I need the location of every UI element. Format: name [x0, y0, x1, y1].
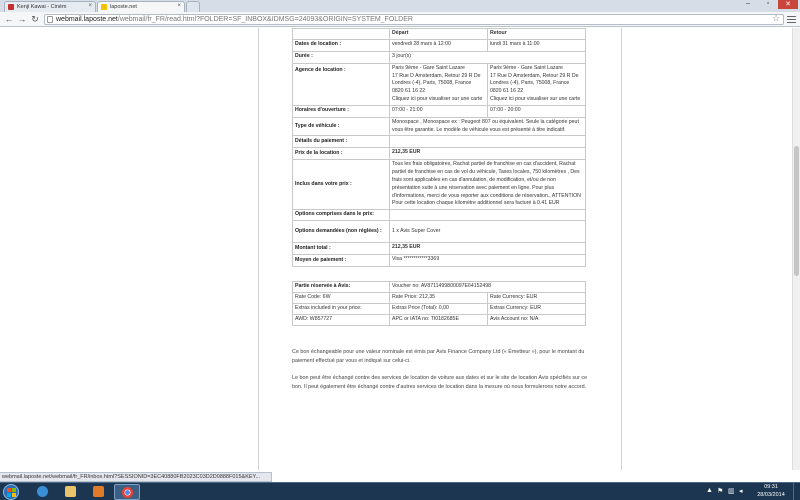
chrome-menu-icon[interactable]: [787, 14, 796, 24]
taskbar-chrome[interactable]: [114, 484, 140, 500]
reload-icon[interactable]: ↻: [31, 14, 39, 24]
paiement-header: Détails du paiement :: [293, 136, 390, 148]
avis-cell: Rate Price: 212,35: [390, 293, 488, 304]
browser-toolbar: [0, 12, 800, 27]
maximize-icon[interactable]: ▫: [766, 0, 770, 7]
horaires-label: Horaires d'ouverture :: [293, 105, 390, 117]
table-row: [293, 293, 586, 304]
montant-label: Montant total :: [293, 243, 390, 255]
minimize-icon[interactable]: –: [746, 0, 750, 7]
tray-expand-icon[interactable]: ▲: [706, 487, 713, 494]
clock-date: 28/03/2014: [757, 491, 785, 498]
duree-label: Durée :: [293, 51, 390, 63]
scrollbar-thumb[interactable]: [794, 146, 799, 276]
close-tab-icon[interactable]: ×: [177, 3, 181, 9]
show-desktop-button[interactable]: [793, 483, 800, 500]
taskbar-explorer[interactable]: [58, 484, 84, 500]
browser-tab-2-title: laposte.net: [110, 4, 137, 10]
agence-retour: [488, 63, 586, 105]
table-row: [293, 255, 586, 267]
vehicule-value: Monospace , Monospace ex : Peugeot 807 ou équivalent. Seule la catégorie peut vous être garantie. Le modèle de véhicule vous est présenté à titre indicatif.: [390, 117, 586, 136]
forward-arrow-icon[interactable]: →: [17, 14, 27, 24]
table-row: [293, 105, 586, 117]
table-row: [293, 136, 586, 148]
map-link-retour[interactable]: Cliquez ici pour visualiser sur une carte: [490, 95, 581, 102]
agence-depart-name: Paris 9ème - Gare Saint Lazare: [392, 64, 465, 71]
content-border-left: [258, 28, 259, 470]
avis-voucher: Voucher no: AV8711499800097E64152498: [390, 282, 586, 293]
agence-retour-address: 17 Rue D Amsterdam, Retour 29 R De Londres (-4), Paris, 75008, France: [490, 72, 579, 87]
reservation-table: [292, 28, 586, 267]
dates-depart: vendredi 28 mars à 12:00: [390, 39, 488, 51]
avis-cell: Rate Currency: EUR: [488, 293, 586, 304]
volume-icon[interactable]: ◂: [739, 488, 743, 495]
browser-tab-1[interactable]: [4, 1, 96, 12]
table-row: [293, 221, 586, 243]
taskbar: [0, 482, 800, 500]
avis-cell: AWD: W857727: [293, 315, 390, 326]
duree-value: 3 jour(s): [390, 51, 586, 63]
close-tab-icon[interactable]: ×: [88, 3, 92, 9]
page-icon: [47, 16, 53, 23]
table-row: [293, 51, 586, 63]
taskbar-media-player[interactable]: [86, 484, 112, 500]
browser-tab-2[interactable]: [97, 1, 185, 12]
network-icon[interactable]: ▥: [728, 488, 735, 495]
back-arrow-icon[interactable]: ←: [4, 14, 14, 24]
agence-retour-name: Paris 9ème - Gare Saint Lazare: [490, 64, 563, 71]
table-row: [293, 39, 586, 51]
avis-cell: APC or IATA no: TI0182685E: [390, 315, 488, 326]
content-border-right: [621, 28, 622, 470]
avis-cell: Rate Code: 6W: [293, 293, 390, 304]
table-row: [293, 304, 586, 315]
chrome-icon: [122, 487, 133, 498]
vertical-scrollbar[interactable]: [792, 28, 800, 470]
start-button[interactable]: [3, 484, 19, 500]
inclus-value: Tous les frais obligatoires, Rachat partiel de franchise en cas d'accident, Rachat partiel de franchise en cas de vol du véhicule, Taxes locales, 750 kilomètres , Des frais sont applicables en cas d'annulation, de modification, et/ou de non présentation suite à une réservation avec paiement en ligne. Pour plus d'informations, merci de vous reporter aux conditions de réservation., ATTENTION Pour cette location chaque kilomètre additionnel sera facturé à 0.41 EUR: [390, 160, 586, 210]
table-row: [293, 63, 586, 105]
system-clock[interactable]: [752, 484, 790, 499]
close-window-icon[interactable]: ✕: [778, 0, 798, 9]
dates-retour: lundi 31 mars à 11:00: [488, 39, 586, 51]
note-paragraph-2: Le bon peut être échangé contre des services de location de voiture aux dates et sur le site de location Avis spécifiés sur ce bon. Il peut également être échangé contre d'autres services de location dans la mesure où nous formulerons notre accord.: [292, 375, 588, 390]
avis-cell: Avis Account no: N/A: [488, 315, 586, 326]
options-demandees-value: 1 x Avis Super Cover: [390, 221, 586, 243]
options-demandees-label: Options demandées (non réglées) :: [293, 221, 390, 243]
montant-value: 212,35 EUR: [390, 243, 586, 255]
agence-depart-address: 17 Rue D Amsterdam, Retour 29 R De Londres (-4), Paris, 75008, France: [392, 72, 481, 87]
inclus-label: Inclus dans votre prix :: [293, 160, 390, 210]
status-bubble: webmail.laposte.net/webmail/fr_FR/inbox.html?SESSIONID=3EC40880FB2023C03D2D0888F015&KEY...: [0, 472, 272, 482]
col-header-retour: Retour: [488, 29, 586, 40]
flag-icon[interactable]: ⚑: [717, 488, 724, 495]
internet-explorer-icon: [37, 486, 48, 497]
avis-cell: Extras included in your price:: [293, 304, 390, 315]
col-header-depart: Départ: [390, 29, 488, 40]
table-row: [293, 117, 586, 136]
agence-depart-phone: 0820 61 16 22: [392, 88, 426, 95]
laposte-favicon-icon: [101, 4, 107, 10]
moyen-value: Visa ************3369: [390, 255, 586, 267]
avis-table: [292, 281, 586, 326]
youtube-favicon-icon: [8, 4, 14, 10]
bookmark-star-icon[interactable]: ☆: [772, 13, 781, 23]
email-body: [292, 28, 588, 391]
avis-cell: Extras Currency: EUR: [488, 304, 586, 315]
options-comprises-value: [390, 210, 586, 221]
table-row: [293, 210, 586, 221]
table-row: [293, 282, 586, 293]
table-row: [293, 29, 586, 40]
table-row: [293, 243, 586, 255]
agence-retour-phone: 0820 61 16 22: [490, 88, 524, 95]
url-path: /webmail/fr_FR/read.html?FOLDER=SF_INBOX&IDMSG=24093&ORIGIN=SYSTEM_FOLDER: [117, 16, 413, 23]
folder-icon: [65, 486, 76, 497]
horaires-depart: 07:00 - 21:00: [390, 105, 488, 117]
tab-strip: [0, 0, 800, 12]
taskbar-ie[interactable]: [30, 484, 56, 500]
options-comprises-label: Options comprises dans le prix:: [293, 210, 390, 221]
moyen-label: Moyen de paiement :: [293, 255, 390, 267]
table-row: [293, 160, 586, 210]
address-bar[interactable]: [44, 14, 784, 25]
clock-time: 09:31: [764, 484, 778, 490]
table-row: [293, 148, 586, 160]
prix-label: Prix de la location :: [293, 148, 390, 160]
vehicule-label: Type de véhicule :: [293, 117, 390, 136]
agence-depart: [390, 63, 488, 105]
media-player-icon: [93, 486, 104, 497]
table-row: [293, 315, 586, 326]
map-link-depart[interactable]: Cliquez ici pour visualiser sur une carte: [392, 95, 483, 102]
horaires-retour: 07:00 - 20:00: [488, 105, 586, 117]
prix-value: 212,35 EUR: [390, 148, 586, 160]
dates-label: Dates de location :: [293, 39, 390, 51]
page-viewport: [0, 28, 792, 470]
avis-cell: Extras Price (Total): 0,00: [390, 304, 488, 315]
url-host: webmail.laposte.net: [56, 16, 118, 23]
browser-tab-1-title: Kenji Kawai - Ciném: [17, 4, 67, 10]
agence-label: Agence de location :: [293, 63, 390, 105]
note-paragraph-1: Ce bon échangeable pour une valeur nominale est émis par Avis Finance Company Ltd (« Émetteur »), pour le montant du paiement effectué par vous et indiqué sur celui-ci.: [292, 349, 585, 364]
new-tab-button[interactable]: [186, 1, 200, 12]
avis-header: Partie réservée à Avis:: [293, 282, 390, 293]
